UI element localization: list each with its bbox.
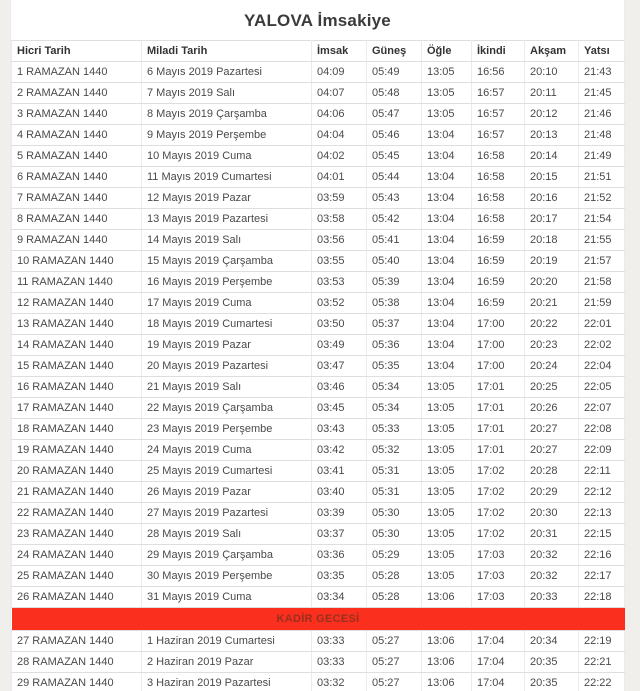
column-header: İmsak xyxy=(312,41,367,62)
yatsi-time-cell: 22:11 xyxy=(579,461,625,482)
miladi-date-cell: 19 Mayıs 2019 Pazar xyxy=(142,335,312,356)
imsak-time-cell: 03:33 xyxy=(312,652,367,673)
table-row xyxy=(12,188,625,209)
hicri-date-cell: 18 RAMAZAN 1440 xyxy=(12,419,142,440)
table-row xyxy=(12,673,625,691)
table-row xyxy=(12,335,625,356)
aksam-time-cell: 20:22 xyxy=(525,314,579,335)
aksam-time-cell: 20:11 xyxy=(525,83,579,104)
table-row xyxy=(12,631,625,652)
ogle-time-cell: 13:04 xyxy=(422,188,472,209)
column-header: Yatsı xyxy=(579,41,625,62)
ikindi-time-cell: 17:01 xyxy=(472,440,525,461)
ogle-time-cell: 13:04 xyxy=(422,125,472,146)
miladi-date-cell: 13 Mayıs 2019 Pazartesi xyxy=(142,209,312,230)
aksam-time-cell: 20:24 xyxy=(525,356,579,377)
yatsi-time-cell: 21:58 xyxy=(579,272,625,293)
gunes-time-cell: 05:29 xyxy=(367,545,422,566)
yatsi-time-cell: 22:07 xyxy=(579,398,625,419)
ikindi-time-cell: 16:59 xyxy=(472,230,525,251)
ogle-time-cell: 13:04 xyxy=(422,293,472,314)
ikindi-time-cell: 17:01 xyxy=(472,398,525,419)
hicri-date-cell: 2 RAMAZAN 1440 xyxy=(12,83,142,104)
aksam-time-cell: 20:12 xyxy=(525,104,579,125)
table-row xyxy=(12,503,625,524)
ogle-time-cell: 13:04 xyxy=(422,251,472,272)
hicri-date-cell: 17 RAMAZAN 1440 xyxy=(12,398,142,419)
ikindi-time-cell: 16:59 xyxy=(472,293,525,314)
aksam-time-cell: 20:33 xyxy=(525,587,579,608)
gunes-time-cell: 05:45 xyxy=(367,146,422,167)
hicri-date-cell: 5 RAMAZAN 1440 xyxy=(12,146,142,167)
miladi-date-cell: 16 Mayıs 2019 Perşembe xyxy=(142,272,312,293)
column-header: Akşam xyxy=(525,41,579,62)
gunes-time-cell: 05:44 xyxy=(367,167,422,188)
column-header: Öğle xyxy=(422,41,472,62)
imsak-time-cell: 04:07 xyxy=(312,83,367,104)
imsak-time-cell: 03:58 xyxy=(312,209,367,230)
imsak-time-cell: 03:37 xyxy=(312,524,367,545)
ogle-time-cell: 13:06 xyxy=(422,652,472,673)
table-header-row xyxy=(12,41,625,62)
miladi-date-cell: 2 Haziran 2019 Pazar xyxy=(142,652,312,673)
hicri-date-cell: 4 RAMAZAN 1440 xyxy=(12,125,142,146)
yatsi-time-cell: 22:05 xyxy=(579,377,625,398)
hicri-date-cell: 3 RAMAZAN 1440 xyxy=(12,104,142,125)
imsak-time-cell: 03:36 xyxy=(312,545,367,566)
miladi-date-cell: 17 Mayıs 2019 Cuma xyxy=(142,293,312,314)
yatsi-time-cell: 22:17 xyxy=(579,566,625,587)
miladi-date-cell: 29 Mayıs 2019 Çarşamba xyxy=(142,545,312,566)
table-row xyxy=(12,652,625,673)
ikindi-time-cell: 16:56 xyxy=(472,62,525,83)
gunes-time-cell: 05:47 xyxy=(367,104,422,125)
gunes-time-cell: 05:38 xyxy=(367,293,422,314)
gunes-time-cell: 05:30 xyxy=(367,503,422,524)
gunes-time-cell: 05:28 xyxy=(367,587,422,608)
ikindi-time-cell: 17:01 xyxy=(472,419,525,440)
table-row xyxy=(12,230,625,251)
miladi-date-cell: 24 Mayıs 2019 Cuma xyxy=(142,440,312,461)
aksam-time-cell: 20:34 xyxy=(525,631,579,652)
miladi-date-cell: 12 Mayıs 2019 Pazar xyxy=(142,188,312,209)
ogle-time-cell: 13:05 xyxy=(422,62,472,83)
imsak-time-cell: 03:32 xyxy=(312,673,367,691)
ogle-time-cell: 13:04 xyxy=(422,230,472,251)
miladi-date-cell: 25 Mayıs 2019 Cumartesi xyxy=(142,461,312,482)
table-row xyxy=(12,440,625,461)
aksam-time-cell: 20:18 xyxy=(525,230,579,251)
aksam-time-cell: 20:28 xyxy=(525,461,579,482)
ikindi-time-cell: 17:02 xyxy=(472,482,525,503)
imsak-time-cell: 03:35 xyxy=(312,566,367,587)
yatsi-time-cell: 21:46 xyxy=(579,104,625,125)
imsak-time-cell: 03:43 xyxy=(312,419,367,440)
hicri-date-cell: 1 RAMAZAN 1440 xyxy=(12,62,142,83)
table-row xyxy=(12,482,625,503)
yatsi-time-cell: 21:59 xyxy=(579,293,625,314)
table-row xyxy=(12,314,625,335)
table-row xyxy=(12,209,625,230)
yatsi-time-cell: 21:45 xyxy=(579,83,625,104)
aksam-time-cell: 20:30 xyxy=(525,503,579,524)
yatsi-time-cell: 21:49 xyxy=(579,146,625,167)
hicri-date-cell: 16 RAMAZAN 1440 xyxy=(12,377,142,398)
aksam-time-cell: 20:14 xyxy=(525,146,579,167)
gunes-time-cell: 05:40 xyxy=(367,251,422,272)
ikindi-time-cell: 16:58 xyxy=(472,167,525,188)
imsak-time-cell: 04:09 xyxy=(312,62,367,83)
imsak-time-cell: 04:06 xyxy=(312,104,367,125)
aksam-time-cell: 20:15 xyxy=(525,167,579,188)
ogle-time-cell: 13:05 xyxy=(422,503,472,524)
hicri-date-cell: 12 RAMAZAN 1440 xyxy=(12,293,142,314)
table-row xyxy=(12,83,625,104)
miladi-date-cell: 20 Mayıs 2019 Pazartesi xyxy=(142,356,312,377)
yatsi-time-cell: 21:54 xyxy=(579,209,625,230)
miladi-date-cell: 15 Mayıs 2019 Çarşamba xyxy=(142,251,312,272)
table-row xyxy=(12,167,625,188)
column-header: İkindi xyxy=(472,41,525,62)
ikindi-time-cell: 16:57 xyxy=(472,125,525,146)
yatsi-time-cell: 22:08 xyxy=(579,419,625,440)
hicri-date-cell: 25 RAMAZAN 1440 xyxy=(12,566,142,587)
ogle-time-cell: 13:04 xyxy=(422,146,472,167)
column-header: Hicri Tarih xyxy=(12,41,142,62)
hicri-date-cell: 24 RAMAZAN 1440 xyxy=(12,545,142,566)
ogle-time-cell: 13:05 xyxy=(422,524,472,545)
gunes-time-cell: 05:27 xyxy=(367,631,422,652)
aksam-time-cell: 20:29 xyxy=(525,482,579,503)
gunes-time-cell: 05:33 xyxy=(367,419,422,440)
ikindi-time-cell: 16:58 xyxy=(472,209,525,230)
aksam-time-cell: 20:27 xyxy=(525,419,579,440)
aksam-time-cell: 20:19 xyxy=(525,251,579,272)
ikindi-time-cell: 17:01 xyxy=(472,377,525,398)
yatsi-time-cell: 22:19 xyxy=(579,631,625,652)
hicri-date-cell: 6 RAMAZAN 1440 xyxy=(12,167,142,188)
imsak-time-cell: 03:55 xyxy=(312,251,367,272)
ikindi-time-cell: 16:57 xyxy=(472,83,525,104)
gunes-time-cell: 05:31 xyxy=(367,461,422,482)
aksam-time-cell: 20:23 xyxy=(525,335,579,356)
ikindi-time-cell: 17:04 xyxy=(472,631,525,652)
ikindi-time-cell: 17:02 xyxy=(472,461,525,482)
hicri-date-cell: 20 RAMAZAN 1440 xyxy=(12,461,142,482)
table-row xyxy=(12,146,625,167)
gunes-time-cell: 05:32 xyxy=(367,440,422,461)
hicri-date-cell: 9 RAMAZAN 1440 xyxy=(12,230,142,251)
ogle-time-cell: 13:04 xyxy=(422,272,472,293)
aksam-time-cell: 20:10 xyxy=(525,62,579,83)
imsak-time-cell: 03:59 xyxy=(312,188,367,209)
miladi-date-cell: 14 Mayıs 2019 Salı xyxy=(142,230,312,251)
ikindi-time-cell: 16:59 xyxy=(472,251,525,272)
gunes-time-cell: 05:37 xyxy=(367,314,422,335)
ogle-time-cell: 13:05 xyxy=(422,83,472,104)
miladi-date-cell: 1 Haziran 2019 Cumartesi xyxy=(142,631,312,652)
yatsi-time-cell: 21:48 xyxy=(579,125,625,146)
table-row xyxy=(12,545,625,566)
aksam-time-cell: 20:32 xyxy=(525,566,579,587)
yatsi-time-cell: 21:51 xyxy=(579,167,625,188)
ikindi-time-cell: 17:02 xyxy=(472,524,525,545)
ogle-time-cell: 13:06 xyxy=(422,631,472,652)
ogle-time-cell: 13:04 xyxy=(422,335,472,356)
yatsi-time-cell: 22:13 xyxy=(579,503,625,524)
ogle-time-cell: 13:04 xyxy=(422,356,472,377)
ikindi-time-cell: 16:58 xyxy=(472,146,525,167)
imsak-time-cell: 03:50 xyxy=(312,314,367,335)
ogle-time-cell: 13:05 xyxy=(422,461,472,482)
ikindi-time-cell: 17:04 xyxy=(472,673,525,691)
hicri-date-cell: 13 RAMAZAN 1440 xyxy=(12,314,142,335)
table-row xyxy=(12,104,625,125)
table-row xyxy=(12,272,625,293)
gunes-time-cell: 05:34 xyxy=(367,377,422,398)
aksam-time-cell: 20:35 xyxy=(525,652,579,673)
imsak-time-cell: 03:42 xyxy=(312,440,367,461)
table-row xyxy=(12,566,625,587)
gunes-time-cell: 05:48 xyxy=(367,83,422,104)
aksam-time-cell: 20:31 xyxy=(525,524,579,545)
aksam-time-cell: 20:20 xyxy=(525,272,579,293)
imsakiye-table xyxy=(11,40,625,691)
ogle-time-cell: 13:05 xyxy=(422,104,472,125)
miladi-date-cell: 11 Mayıs 2019 Cumartesi xyxy=(142,167,312,188)
miladi-date-cell: 26 Mayıs 2019 Pazar xyxy=(142,482,312,503)
imsak-time-cell: 03:33 xyxy=(312,631,367,652)
miladi-date-cell: 10 Mayıs 2019 Cuma xyxy=(142,146,312,167)
miladi-date-cell: 30 Mayıs 2019 Perşembe xyxy=(142,566,312,587)
ikindi-time-cell: 16:57 xyxy=(472,104,525,125)
miladi-date-cell: 28 Mayıs 2019 Salı xyxy=(142,524,312,545)
ogle-time-cell: 13:05 xyxy=(422,482,472,503)
column-header: Güneş xyxy=(367,41,422,62)
ogle-time-cell: 13:06 xyxy=(422,587,472,608)
table-row xyxy=(12,377,625,398)
column-header: Miladi Tarih xyxy=(142,41,312,62)
gunes-time-cell: 05:35 xyxy=(367,356,422,377)
aksam-time-cell: 20:17 xyxy=(525,209,579,230)
miladi-date-cell: 18 Mayıs 2019 Cumartesi xyxy=(142,314,312,335)
miladi-date-cell: 6 Mayıs 2019 Pazartesi xyxy=(142,62,312,83)
miladi-date-cell: 7 Mayıs 2019 Salı xyxy=(142,83,312,104)
ogle-time-cell: 13:05 xyxy=(422,566,472,587)
yatsi-time-cell: 21:52 xyxy=(579,188,625,209)
table-row xyxy=(12,293,625,314)
kadir-gecesi-banner-row xyxy=(12,608,625,631)
hicri-date-cell: 27 RAMAZAN 1440 xyxy=(12,631,142,652)
gunes-time-cell: 05:30 xyxy=(367,524,422,545)
ikindi-time-cell: 17:03 xyxy=(472,545,525,566)
aksam-time-cell: 20:25 xyxy=(525,377,579,398)
table-row xyxy=(12,398,625,419)
imsak-time-cell: 04:04 xyxy=(312,125,367,146)
imsak-time-cell: 03:53 xyxy=(312,272,367,293)
miladi-date-cell: 27 Mayıs 2019 Pazartesi xyxy=(142,503,312,524)
table-row xyxy=(12,125,625,146)
ikindi-time-cell: 17:00 xyxy=(472,314,525,335)
hicri-date-cell: 10 RAMAZAN 1440 xyxy=(12,251,142,272)
ikindi-time-cell: 17:04 xyxy=(472,652,525,673)
gunes-time-cell: 05:49 xyxy=(367,62,422,83)
miladi-date-cell: 23 Mayıs 2019 Perşembe xyxy=(142,419,312,440)
aksam-time-cell: 20:26 xyxy=(525,398,579,419)
ikindi-time-cell: 17:03 xyxy=(472,566,525,587)
miladi-date-cell: 22 Mayıs 2019 Çarşamba xyxy=(142,398,312,419)
table-row xyxy=(12,461,625,482)
gunes-time-cell: 05:46 xyxy=(367,125,422,146)
gunes-time-cell: 05:42 xyxy=(367,209,422,230)
table-row xyxy=(12,419,625,440)
gunes-time-cell: 05:41 xyxy=(367,230,422,251)
miladi-date-cell: 8 Mayıs 2019 Çarşamba xyxy=(142,104,312,125)
yatsi-time-cell: 22:21 xyxy=(579,652,625,673)
ogle-time-cell: 13:05 xyxy=(422,419,472,440)
gunes-time-cell: 05:28 xyxy=(367,566,422,587)
aksam-time-cell: 20:27 xyxy=(525,440,579,461)
ikindi-time-cell: 17:03 xyxy=(472,587,525,608)
yatsi-time-cell: 21:43 xyxy=(579,62,625,83)
hicri-date-cell: 7 RAMAZAN 1440 xyxy=(12,188,142,209)
hicri-date-cell: 22 RAMAZAN 1440 xyxy=(12,503,142,524)
aksam-time-cell: 20:13 xyxy=(525,125,579,146)
yatsi-time-cell: 22:16 xyxy=(579,545,625,566)
hicri-date-cell: 29 RAMAZAN 1440 xyxy=(12,673,142,691)
aksam-time-cell: 20:32 xyxy=(525,545,579,566)
gunes-time-cell: 05:31 xyxy=(367,482,422,503)
hicri-date-cell: 19 RAMAZAN 1440 xyxy=(12,440,142,461)
gunes-time-cell: 05:43 xyxy=(367,188,422,209)
aksam-time-cell: 20:16 xyxy=(525,188,579,209)
yatsi-time-cell: 22:09 xyxy=(579,440,625,461)
table-row xyxy=(12,62,625,83)
imsak-time-cell: 03:49 xyxy=(312,335,367,356)
ogle-time-cell: 13:04 xyxy=(422,314,472,335)
ogle-time-cell: 13:04 xyxy=(422,167,472,188)
yatsi-time-cell: 22:04 xyxy=(579,356,625,377)
miladi-date-cell: 31 Mayıs 2019 Cuma xyxy=(142,587,312,608)
imsak-time-cell: 04:02 xyxy=(312,146,367,167)
yatsi-time-cell: 22:22 xyxy=(579,673,625,691)
yatsi-time-cell: 22:02 xyxy=(579,335,625,356)
content-panel xyxy=(10,0,625,691)
aksam-time-cell: 20:35 xyxy=(525,673,579,691)
miladi-date-cell: 21 Mayıs 2019 Salı xyxy=(142,377,312,398)
yatsi-time-cell: 22:12 xyxy=(579,482,625,503)
aksam-time-cell: 20:21 xyxy=(525,293,579,314)
ogle-time-cell: 13:05 xyxy=(422,398,472,419)
gunes-time-cell: 05:34 xyxy=(367,398,422,419)
miladi-date-cell: 9 Mayıs 2019 Perşembe xyxy=(142,125,312,146)
yatsi-time-cell: 22:15 xyxy=(579,524,625,545)
hicri-date-cell: 26 RAMAZAN 1440 xyxy=(12,587,142,608)
imsak-time-cell: 03:34 xyxy=(312,587,367,608)
ogle-time-cell: 13:04 xyxy=(422,209,472,230)
imsak-time-cell: 03:47 xyxy=(312,356,367,377)
hicri-date-cell: 28 RAMAZAN 1440 xyxy=(12,652,142,673)
imsak-time-cell: 03:40 xyxy=(312,482,367,503)
table-row xyxy=(12,587,625,608)
gunes-time-cell: 05:27 xyxy=(367,652,422,673)
ikindi-time-cell: 17:00 xyxy=(472,356,525,377)
imsak-time-cell: 04:01 xyxy=(312,167,367,188)
yatsi-time-cell: 22:18 xyxy=(579,587,625,608)
kadir-gecesi-banner: KADİR GECESİ xyxy=(12,608,625,631)
hicri-date-cell: 23 RAMAZAN 1440 xyxy=(12,524,142,545)
imsak-time-cell: 03:46 xyxy=(312,377,367,398)
page-title: YALOVA İmsakiye xyxy=(244,11,391,30)
ikindi-time-cell: 17:00 xyxy=(472,335,525,356)
gunes-time-cell: 05:27 xyxy=(367,673,422,691)
ikindi-time-cell: 17:02 xyxy=(472,503,525,524)
yatsi-time-cell: 22:01 xyxy=(579,314,625,335)
ogle-time-cell: 13:05 xyxy=(422,377,472,398)
hicri-date-cell: 21 RAMAZAN 1440 xyxy=(12,482,142,503)
miladi-date-cell: 3 Haziran 2019 Pazartesi xyxy=(142,673,312,691)
hicri-date-cell: 11 RAMAZAN 1440 xyxy=(12,272,142,293)
hicri-date-cell: 8 RAMAZAN 1440 xyxy=(12,209,142,230)
ogle-time-cell: 13:06 xyxy=(422,673,472,691)
imsak-time-cell: 03:56 xyxy=(312,230,367,251)
imsak-time-cell: 03:52 xyxy=(312,293,367,314)
gunes-time-cell: 05:39 xyxy=(367,272,422,293)
ikindi-time-cell: 16:58 xyxy=(472,188,525,209)
yatsi-time-cell: 21:55 xyxy=(579,230,625,251)
hicri-date-cell: 14 RAMAZAN 1440 xyxy=(12,335,142,356)
table-row xyxy=(12,251,625,272)
ikindi-time-cell: 16:59 xyxy=(472,272,525,293)
ogle-time-cell: 13:05 xyxy=(422,545,472,566)
gunes-time-cell: 05:36 xyxy=(367,335,422,356)
imsak-time-cell: 03:45 xyxy=(312,398,367,419)
imsak-time-cell: 03:41 xyxy=(312,461,367,482)
yatsi-time-cell: 21:57 xyxy=(579,251,625,272)
ogle-time-cell: 13:05 xyxy=(422,440,472,461)
hicri-date-cell: 15 RAMAZAN 1440 xyxy=(12,356,142,377)
table-row xyxy=(12,356,625,377)
table-row xyxy=(12,524,625,545)
imsak-time-cell: 03:39 xyxy=(312,503,367,524)
